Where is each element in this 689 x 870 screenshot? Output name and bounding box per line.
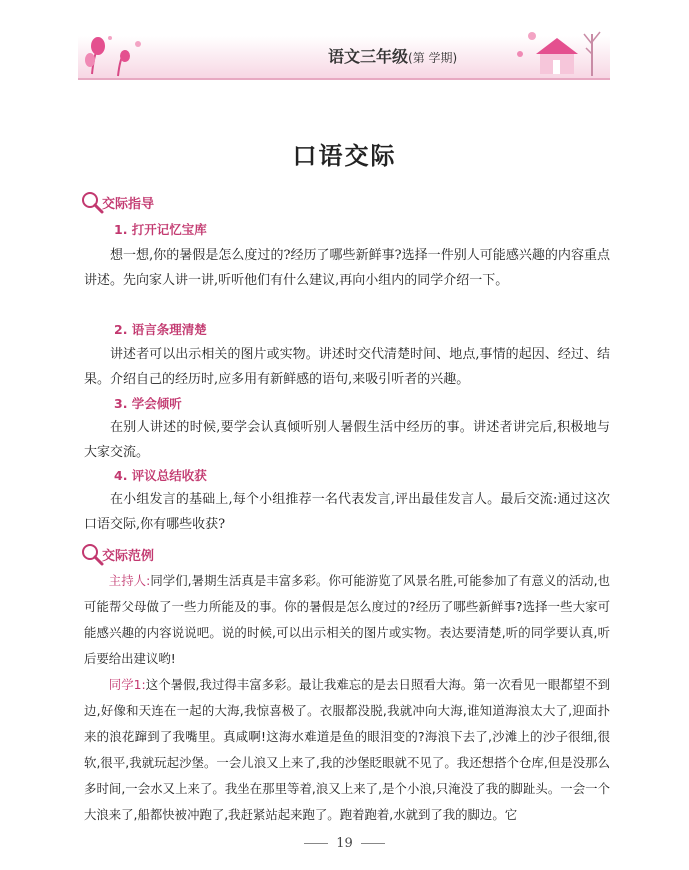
guide-item-title-4: 4. 评议总结收获 xyxy=(114,468,207,483)
guide-item-text-3: 在别人讲述的时候,要学会认真倾听别人暑假生活中经历的事。讲述者讲完后,积极地与大家交流。 xyxy=(84,420,610,460)
page-number xyxy=(0,836,689,851)
host-text: 同学们,暑期生活真是丰富多彩。你可能游览了风景名胜,可能参加了有意义的活动,也可能帮父母做了一些力所能及的事。你的暑假是怎么度过的?经历了哪些新鲜事?选择一些大家可能感兴趣的内容说说吧。说的时候,可以出示相关的图片或实物。表达要清楚,听的同学要认真,听后要给出建议哟! xyxy=(84,573,610,666)
header-title xyxy=(328,44,457,67)
host-speech xyxy=(84,568,610,672)
section-heading-label: 交际指导 xyxy=(102,197,155,212)
header-book-title: 语文三年级 xyxy=(328,47,409,66)
section-heading-label: 交际范例 xyxy=(102,549,155,564)
student-speech xyxy=(84,672,610,828)
page-number-value: 19 xyxy=(336,836,353,851)
guide-item-text-4: 在小组发言的基础上,每个小组推荐一名代表发言,评出最佳发言人。最后交流:通过这次口语交际,你有哪些收获? xyxy=(84,492,610,532)
house-decoration-icon xyxy=(470,14,610,78)
guide-item-title-1: 1. 打开记忆宝库 xyxy=(114,222,207,237)
page-title: 口语交际 xyxy=(292,141,397,170)
student-text: 这个暑假,我过得丰富多彩。最让我难忘的是去日照看大海。第一次看见一眼都望不到边,好像和天连在一起的大海,我惊喜极了。衣服都没脱,我就冲向大海,谁知道海浪太大了,迎面扑来的浪花蹿到了我嘴里。真咸啊!这海水难道是鱼的眼泪变的?海浪下去了,沙滩上的沙子很细,很软,很平,我就玩起沙堡。一会儿浪又上来了,我的沙堡眨眼就不见了。我还想搭个仓库,但是没那么多时间,一会水又上来了。我坐在那里等着,浪又上来了,是个小浪,只淹没了我的脚趾头。一会一个大浪来了,船都快被冲跑了,我赶紧站起来跑了。跑着跑着,水就到了我的脚边。它 xyxy=(84,677,610,822)
page-header xyxy=(78,14,610,80)
guide-item-text-1: 想一想,你的暑假是怎么度过的?经历了哪些新鲜事?选择一件别人可能感兴趣的内容重点讲述。先向家人讲一讲,听听他们有什么建议,再向小组内的同学介绍一下。 xyxy=(84,248,610,288)
header-semester: (第 学期) xyxy=(408,51,458,65)
guide-item-title-3: 3. 学会倾听 xyxy=(114,396,182,411)
host-label: 主持人: xyxy=(108,573,151,588)
guide-item-text-2: 讲述者可以出示相关的图片或实物。讲述时交代清楚时间、地点,事情的起因、经过、结果。介绍自己的经历时,应多用有新鲜感的语句,来吸引听者的兴趣。 xyxy=(84,347,610,387)
flower-decoration-icon xyxy=(78,14,168,78)
student-label: 同学1: xyxy=(108,677,146,692)
guide-item-title-2: 2. 语言条理清楚 xyxy=(114,322,207,337)
